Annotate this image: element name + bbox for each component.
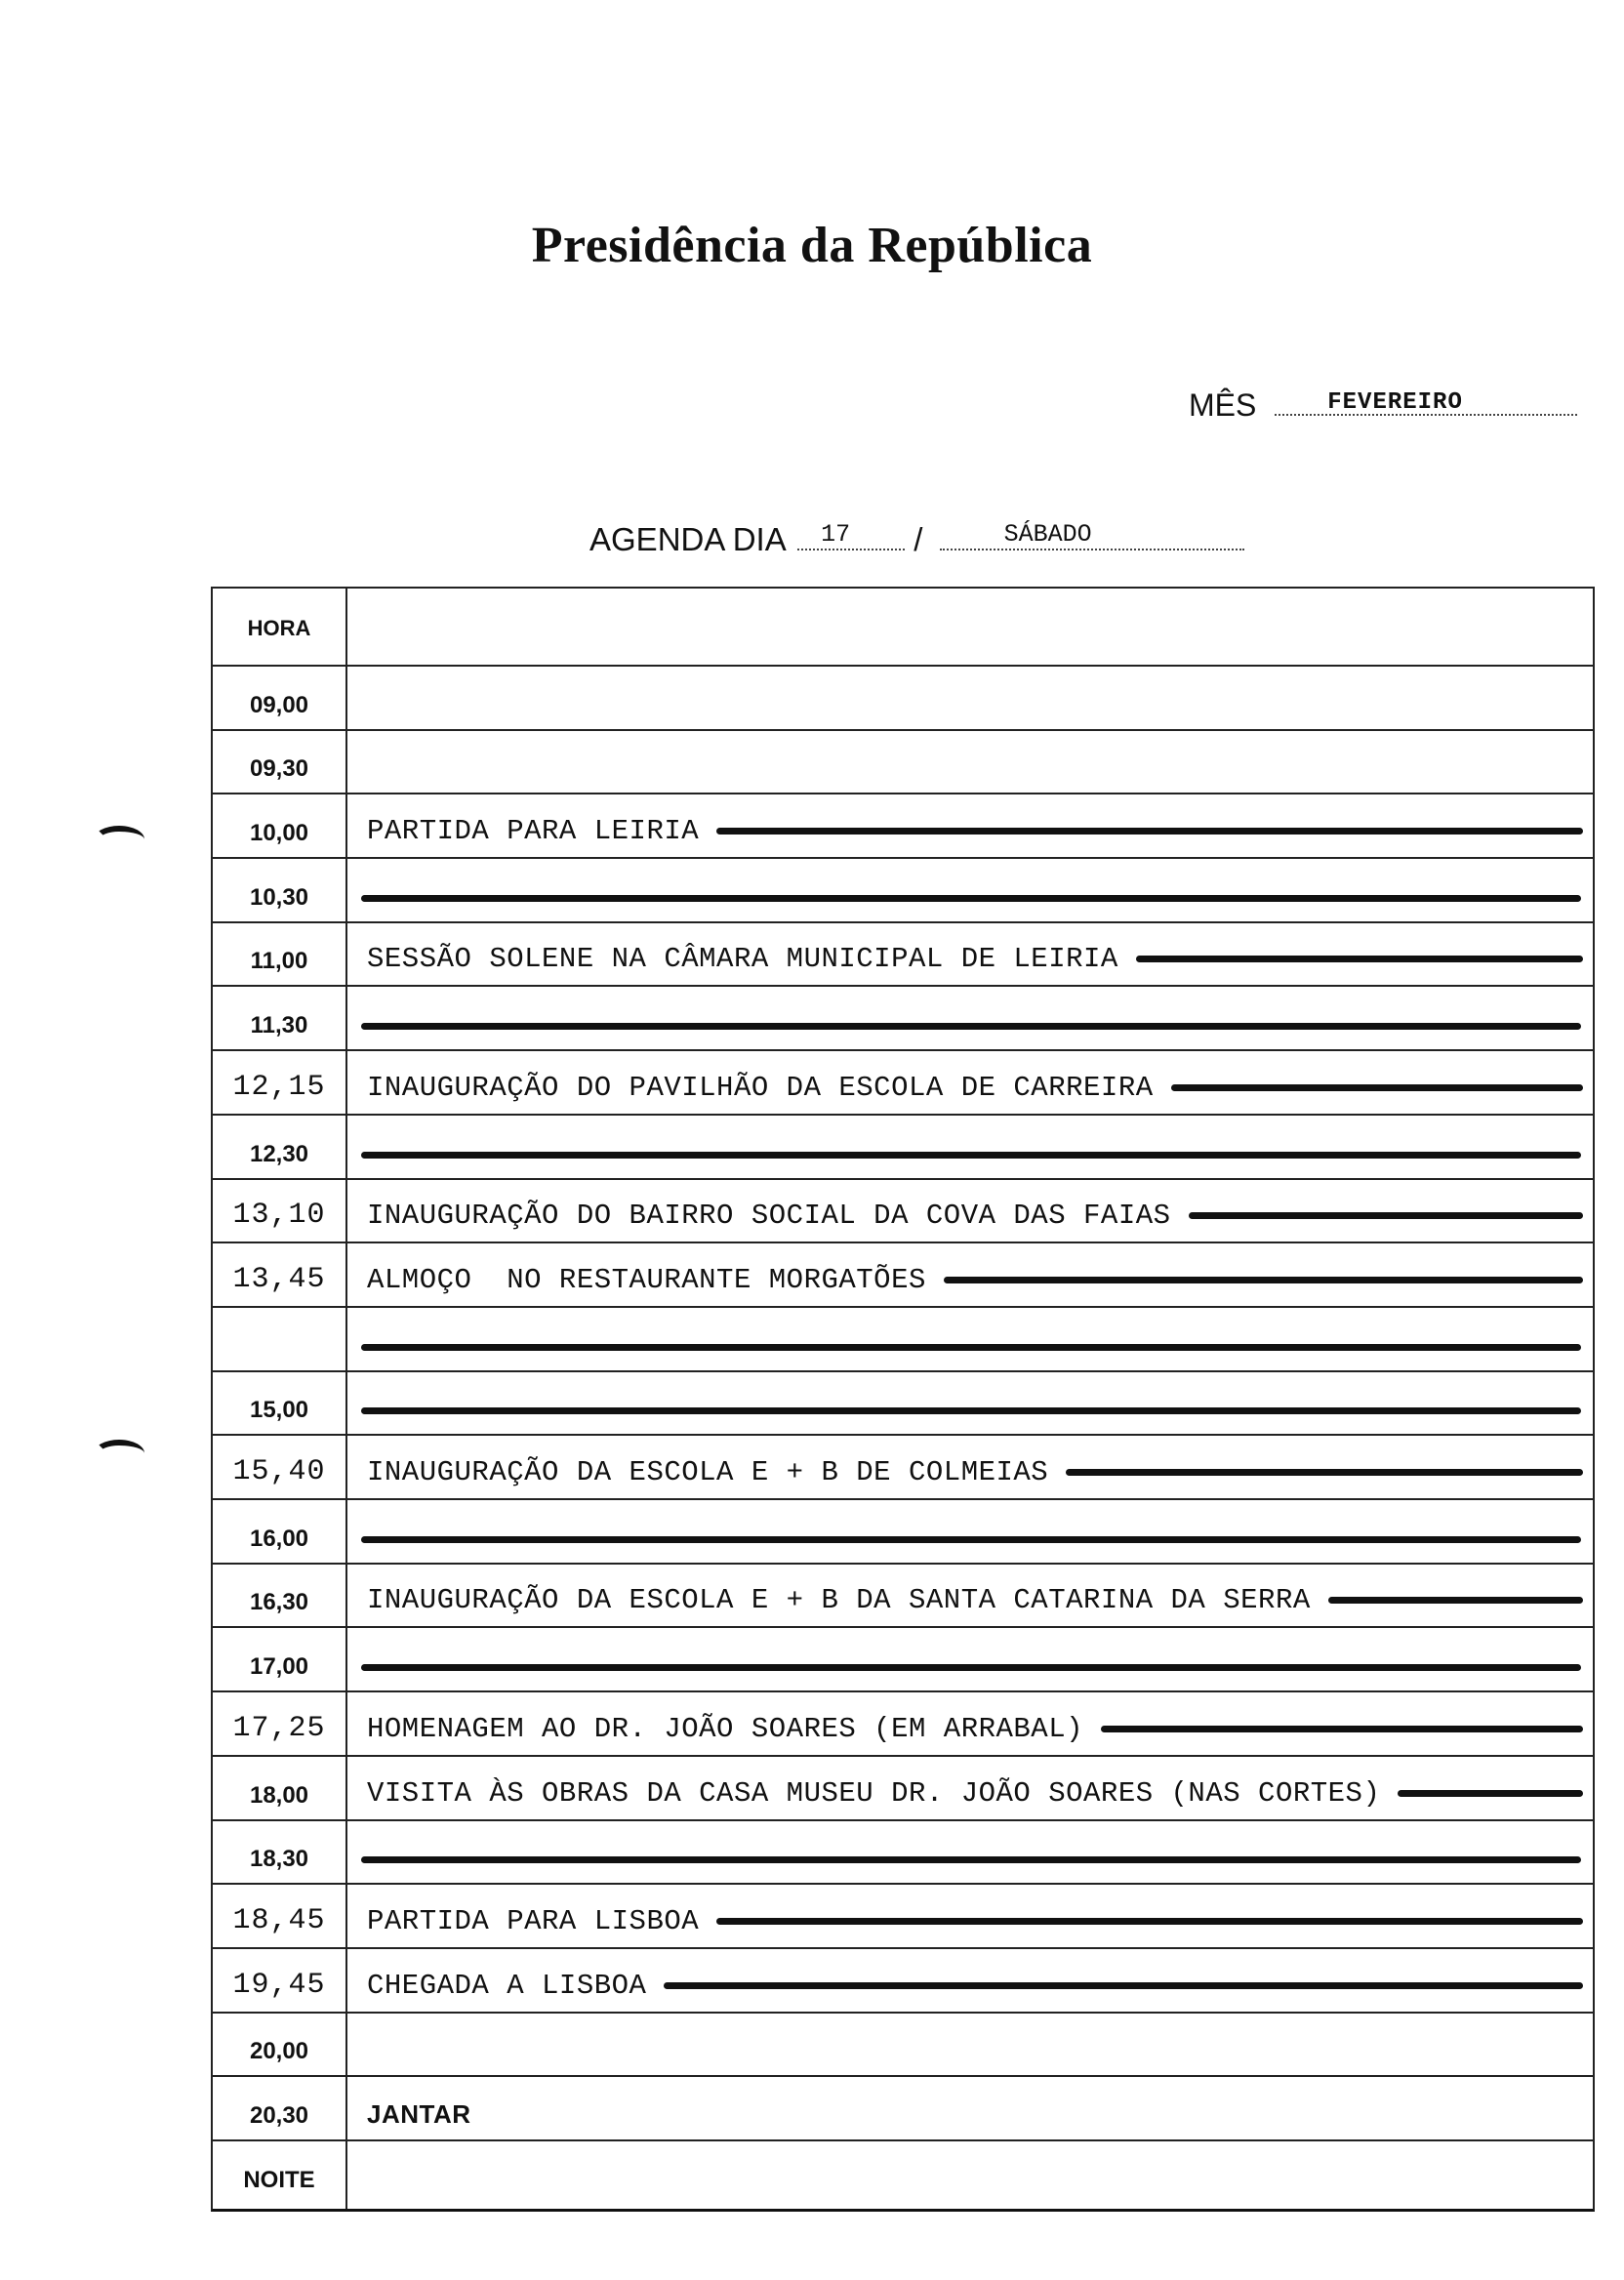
table-row	[213, 1885, 1593, 1949]
entry-text: INAUGURAÇÃO DA ESCOLA E + B DA SANTA CATARINA DA SERRA	[367, 1584, 1311, 1617]
entry-text: VISITA ÀS OBRAS DA CASA MUSEU DR. JOÃO SOARES (NAS CORTES)	[367, 1776, 1381, 1810]
punch-hole-mark	[94, 1440, 144, 1467]
hour-cell: 13,10	[232, 1199, 326, 1233]
hour-cell: 09,30	[249, 755, 309, 783]
entry-cell	[367, 1713, 1583, 1745]
hour-cell: 12,30	[249, 1140, 309, 1167]
table-row	[213, 1565, 1593, 1629]
entry-text: HOMENAGEM AO DR. JOÃO SOARES (EM ARRABAL)	[367, 1712, 1084, 1745]
continuation-line	[1171, 1084, 1583, 1091]
continuation-line	[361, 1152, 1581, 1159]
entry-text: ALMOÇO NO RESTAURANTE MORGATÕES	[367, 1263, 926, 1296]
entry-cell	[367, 815, 1583, 847]
table-row	[213, 1949, 1593, 2014]
entry-cell	[367, 1777, 1583, 1810]
hour-cell: 18,30	[249, 1846, 309, 1873]
table-row	[213, 1051, 1593, 1116]
hour-cell: 16,30	[249, 1589, 309, 1616]
entry-text: SESSÃO SOLENE NA CÂMARA MUNICIPAL DE LEIRIA	[367, 943, 1118, 976]
punch-hole-mark	[94, 826, 144, 853]
entry-text: PARTIDA PARA LEIRIA	[367, 815, 700, 848]
day-separator: /	[914, 521, 923, 557]
entry-text: JANTAR	[367, 2099, 471, 2130]
hour-cell: 19,45	[232, 1968, 326, 2002]
continuation-line	[716, 828, 1583, 835]
entry-cell	[367, 1905, 1583, 1937]
continuation-line	[361, 1664, 1581, 1671]
hour-header: HORA	[247, 616, 311, 640]
agenda-label: AGENDA DIA	[589, 521, 785, 557]
continuation-line	[1101, 1726, 1583, 1732]
month-value: FEVEREIRO	[1327, 389, 1463, 416]
entry-cell	[367, 1072, 1583, 1104]
table-row	[213, 859, 1593, 923]
hour-cell: 11,30	[250, 1012, 308, 1039]
continuation-line	[1398, 1790, 1583, 1797]
entry-cell	[367, 1456, 1583, 1488]
hour-cell: 11,00	[250, 948, 308, 975]
entry-text: INAUGURAÇÃO DA ESCOLA E + B DE COLMEIAS	[367, 1456, 1049, 1489]
entry-text: INAUGURAÇÃO DO BAIRRO SOCIAL DA COVA DAS FAIAS	[367, 1200, 1171, 1233]
continuation-line	[361, 1856, 1581, 1863]
hour-cell: 12,15	[232, 1070, 326, 1104]
weekday-dotted-line	[940, 520, 1244, 550]
hour-cell: 18,45	[232, 1903, 326, 1937]
entry-cell	[367, 1970, 1583, 2002]
hour-cell: 10,00	[249, 820, 309, 847]
entry-cell	[367, 2099, 1583, 2130]
continuation-line	[361, 1344, 1581, 1351]
table-row	[213, 794, 1593, 859]
hour-cell: 18,00	[249, 1781, 309, 1809]
agenda-day-field	[589, 521, 1244, 558]
hour-cell: 17,00	[249, 1653, 309, 1681]
table-row	[213, 731, 1593, 795]
month-label: MÊS	[1189, 387, 1257, 423]
continuation-line	[1189, 1212, 1583, 1219]
table-row	[213, 2014, 1593, 2078]
table-row	[213, 1116, 1593, 1180]
table-row	[213, 1757, 1593, 1821]
hour-cell: 20,00	[249, 2038, 309, 2065]
table-row	[213, 1821, 1593, 1886]
continuation-line	[1066, 1469, 1583, 1476]
table-row	[213, 988, 1593, 1052]
hour-cell: 09,00	[249, 691, 309, 718]
table-row	[213, 1436, 1593, 1500]
continuation-line	[361, 1407, 1581, 1414]
entry-cell	[367, 1584, 1583, 1616]
continuation-line	[1136, 956, 1583, 962]
table-row	[213, 1308, 1593, 1372]
continuation-line	[361, 1536, 1581, 1543]
continuation-line	[716, 1918, 1583, 1925]
hour-cell: 20,30	[249, 2102, 309, 2130]
table-row	[213, 2077, 1593, 2141]
continuation-line	[1328, 1597, 1583, 1604]
entry-cell	[367, 1264, 1583, 1296]
continuation-line	[361, 1023, 1581, 1030]
hour-cell: 15,00	[249, 1397, 309, 1424]
continuation-line	[944, 1277, 1583, 1283]
page-title: Presidência da República	[531, 218, 1093, 273]
table-row	[213, 923, 1593, 988]
table-row	[213, 1692, 1593, 1757]
hour-cell: 17,25	[232, 1711, 326, 1745]
table-row	[213, 1372, 1593, 1437]
table-row	[213, 667, 1593, 731]
table-row	[213, 2141, 1593, 2206]
continuation-line	[361, 895, 1581, 902]
hour-cell: NOITE	[243, 2166, 315, 2193]
entry-text: INAUGURAÇÃO DO PAVILHÃO DA ESCOLA DE CARREIRA	[367, 1071, 1154, 1104]
table-row	[213, 1180, 1593, 1244]
entry-text: PARTIDA PARA LISBOA	[367, 1904, 700, 1937]
hour-cell: 10,30	[249, 883, 309, 911]
day-value: 17	[821, 520, 851, 549]
day-dotted-line	[797, 520, 905, 550]
hour-cell: 13,45	[232, 1262, 326, 1296]
month-dotted-line	[1275, 387, 1577, 416]
hour-cell: 15,40	[232, 1455, 326, 1489]
agenda-table	[211, 587, 1595, 2212]
table-header-row	[213, 589, 1593, 667]
table-row	[213, 1243, 1593, 1308]
table-row	[213, 1500, 1593, 1565]
continuation-line	[664, 1982, 1583, 1989]
weekday-value: SÁBADO	[1003, 520, 1092, 549]
entry-cell	[367, 1200, 1583, 1232]
entry-cell	[367, 943, 1583, 975]
entry-text: CHEGADA A LISBOA	[367, 1969, 647, 2002]
table-row	[213, 1629, 1593, 1693]
hour-cell: 16,00	[249, 1525, 309, 1552]
month-field	[1189, 387, 1577, 424]
